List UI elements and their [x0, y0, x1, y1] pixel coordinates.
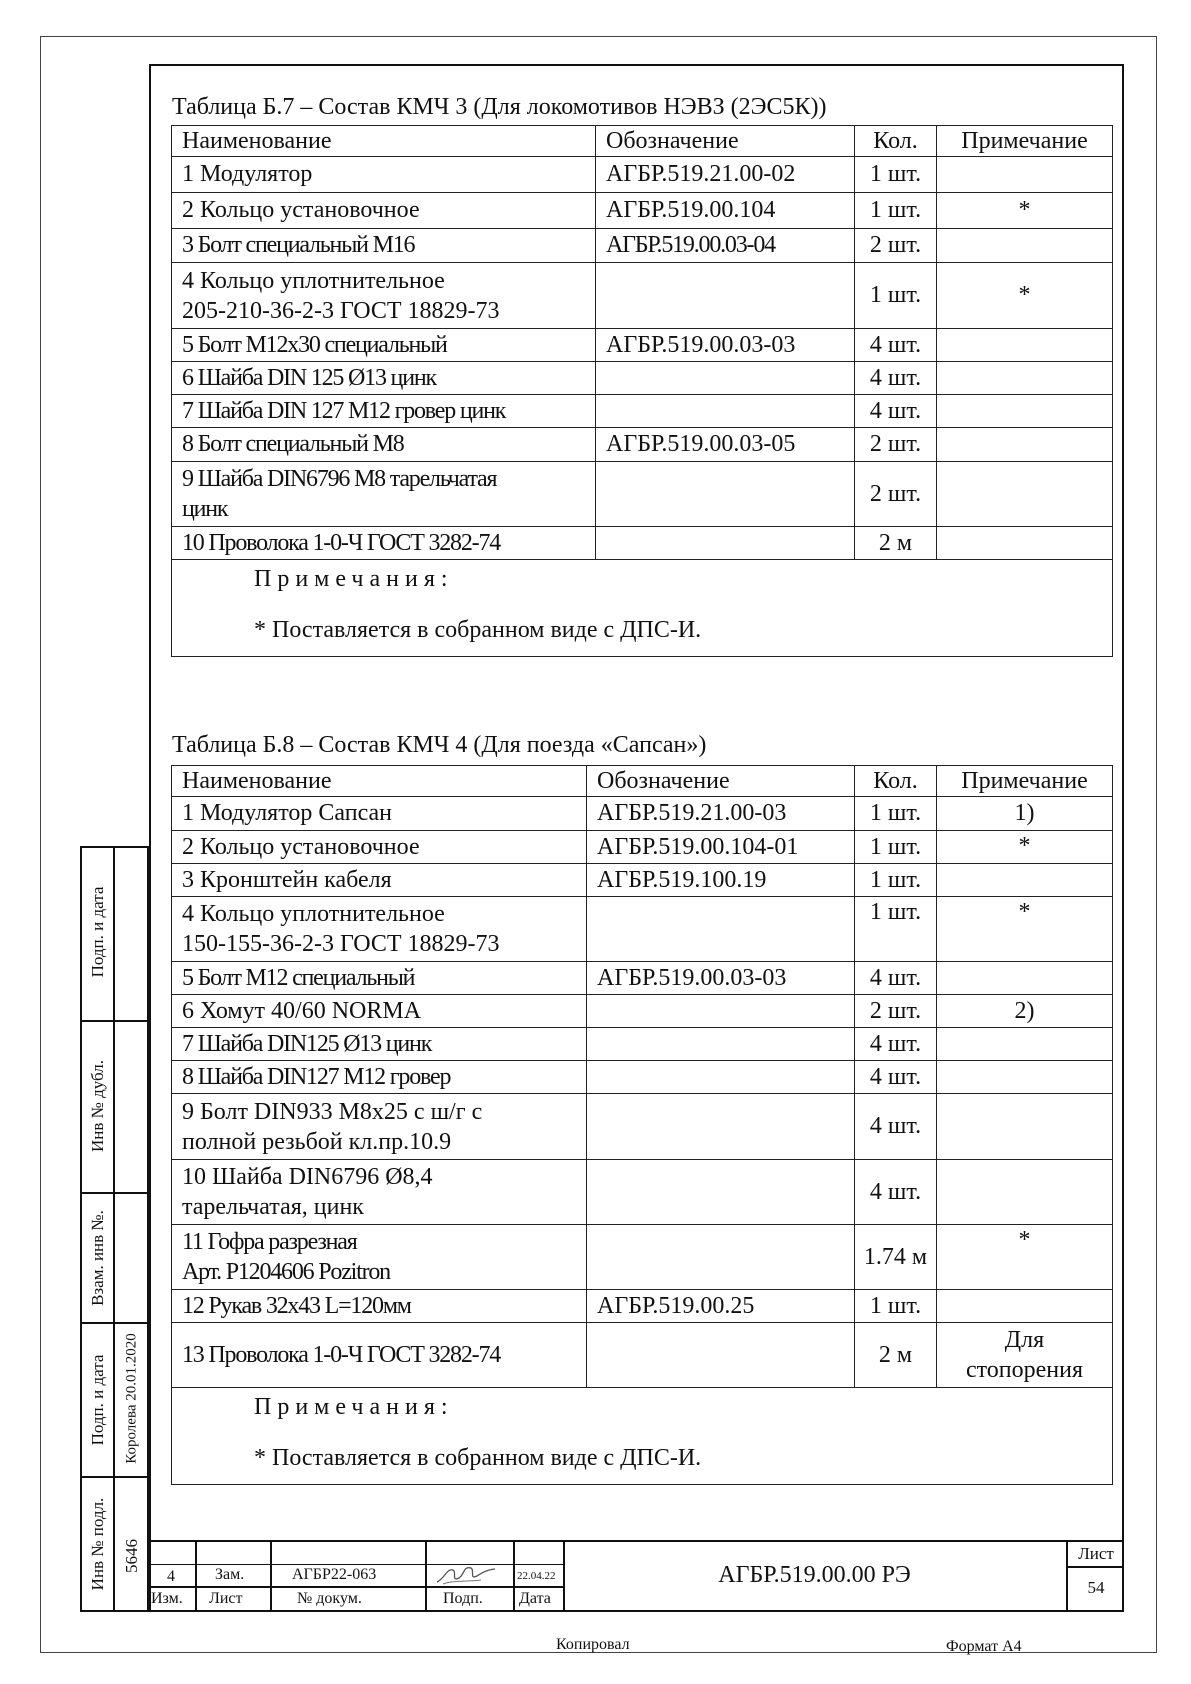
table-row	[172, 329, 1113, 362]
table-row	[172, 1323, 1113, 1388]
item-name	[172, 1225, 587, 1290]
header-name: Наименование	[172, 126, 596, 157]
item-note	[937, 1323, 1113, 1388]
tb-date-label: Дата	[519, 1590, 551, 1607]
item-note-line2: стопорения	[965, 1357, 1084, 1383]
item-note: 1)	[937, 797, 1113, 831]
table-row	[172, 1061, 1113, 1094]
item-name-line2: 150-155-36-2-3 ГОСТ 18829-73	[182, 931, 500, 957]
tb-izm-value: 4	[167, 1568, 175, 1585]
item-qty: 1 шт.	[855, 831, 937, 864]
item-qty: 1 шт.	[855, 157, 937, 193]
notes-text: * Поставляется в собранном виде с ДПС-И.	[254, 1445, 702, 1471]
item-note	[937, 395, 1113, 428]
item-name	[172, 263, 596, 329]
item-code	[587, 995, 855, 1028]
item-note	[937, 1061, 1113, 1094]
tb-izm-label: Изм.	[151, 1590, 183, 1607]
table7-caption: Таблица Б.7 – Состав КМЧ 3 (Для локомотивов НЭВЗ (2ЭС5К))	[172, 94, 827, 120]
item-name-line1: 10 Шайба DIN6796 Ø8,4	[182, 1164, 433, 1190]
item-code	[596, 527, 855, 560]
item-code: АГБР.519.00.03-03	[596, 329, 855, 362]
notes-title: Примечания:	[254, 1394, 454, 1420]
title-block	[149, 1540, 1124, 1612]
item-code: АГБР.519.21.00-02	[596, 157, 855, 193]
item-name: 1 Модулятор Сапсан	[172, 797, 587, 831]
item-name: 7 Шайба DIN125 Ø13 цинк	[172, 1028, 587, 1061]
item-name: 3 Кронштейн кабеля	[172, 864, 587, 897]
table-row	[172, 263, 1113, 329]
tb-divider	[425, 1540, 427, 1612]
item-name: 13 Проволока 1-0-Ч ГОСТ 3282-74	[172, 1323, 587, 1388]
table-row	[172, 897, 1113, 962]
item-name: 12 Рукав 32х43 L=120мм	[172, 1290, 587, 1323]
item-code: АГБР.519.00.104	[596, 193, 855, 229]
item-qty: 4 шт.	[855, 962, 937, 995]
item-code	[596, 362, 855, 395]
item-note: *	[937, 193, 1113, 229]
item-name-line2: цинк	[182, 496, 228, 522]
footer-format: Формат А4	[946, 1638, 1022, 1655]
table7-notes-row	[172, 560, 1113, 657]
item-qty: 1 шт.	[855, 797, 937, 831]
table8-caption: Таблица Б.8 – Состав КМЧ 4 (Для поезда «Сапсан»)	[172, 732, 707, 758]
item-qty: 4 шт.	[855, 1061, 937, 1094]
tb-divider	[270, 1540, 272, 1612]
item-qty: 1 шт.	[855, 263, 937, 329]
table-row	[172, 1290, 1113, 1323]
item-note	[937, 157, 1113, 193]
tb-mid-line	[149, 1586, 563, 1588]
item-code	[587, 1160, 855, 1225]
item-name: 2 Кольцо установочное	[172, 193, 596, 229]
item-note	[937, 1028, 1113, 1061]
header-name: Наименование	[172, 766, 587, 797]
header-code: Обозначение	[587, 766, 855, 797]
tb-podp-label: Подп.	[443, 1590, 483, 1607]
table7-notes	[172, 560, 1113, 657]
item-note: *	[937, 1225, 1113, 1290]
item-note	[937, 362, 1113, 395]
table8	[171, 765, 1113, 1485]
item-name: 7 Шайба DIN 127 М12 гровер цинк	[172, 395, 596, 428]
item-name-line1: 4 Кольцо уплотнительное	[182, 267, 445, 294]
table-row	[172, 864, 1113, 897]
item-name-line2: 205-210-36-2-3 ГОСТ 18829-73	[182, 297, 500, 324]
item-note	[937, 428, 1113, 462]
item-qty: 4 шт.	[855, 1094, 937, 1160]
table-row	[172, 1160, 1113, 1225]
item-qty: 2 шт.	[855, 995, 937, 1028]
signature-image	[433, 1560, 499, 1588]
table-row	[172, 428, 1113, 462]
tb-date-value: 22.04.22	[517, 1570, 556, 1582]
header-qty: Кол.	[855, 126, 937, 157]
table7-header-row	[172, 126, 1113, 157]
item-name: 1 Модулятор	[172, 157, 596, 193]
item-name	[172, 1160, 587, 1225]
table-row	[172, 831, 1113, 864]
item-note	[937, 329, 1113, 362]
item-qty: 1 шт.	[855, 864, 937, 897]
tb-doc-value: АГБР22-063	[292, 1566, 377, 1583]
side-label-inv-dubl: Инв № дубл.	[88, 1060, 107, 1153]
table-row	[172, 193, 1113, 229]
table-row	[172, 462, 1113, 527]
item-note	[937, 1290, 1113, 1323]
side-separator	[80, 1020, 149, 1022]
item-code	[587, 1061, 855, 1094]
item-code: АГБР.519.00.03-03	[587, 962, 855, 995]
item-name-line1: 4 Кольцо уплотнительное	[182, 901, 445, 927]
item-name: 2 Кольцо установочное	[172, 831, 587, 864]
item-note	[937, 1094, 1113, 1160]
item-qty: 4 шт.	[855, 329, 937, 362]
item-note	[937, 962, 1113, 995]
item-name-line2: полной резьбой кл.пр.10.9	[182, 1128, 452, 1155]
item-code	[596, 395, 855, 428]
table-row	[172, 995, 1113, 1028]
tb-sheet-number: 54	[1087, 1578, 1105, 1597]
item-name-line2: тарельчатая, цинк	[182, 1194, 364, 1220]
item-qty: 4 шт.	[855, 395, 937, 428]
tb-list-value: Зам.	[215, 1566, 245, 1583]
item-qty: 1 шт.	[855, 897, 937, 962]
side-label-podp-data-2: Подп. и дата	[88, 1354, 107, 1446]
item-name: 6 Шайба DIN 125 Ø13 цинк	[172, 362, 596, 395]
item-note	[937, 527, 1113, 560]
item-name: 6 Хомут 40/60 NORMA	[172, 995, 587, 1028]
item-code	[587, 1028, 855, 1061]
side-label-podp-data: Подп. и дата	[88, 886, 107, 978]
item-name: 8 Болт специальный М8	[172, 428, 596, 462]
item-name: 3 Болт специальный М16	[172, 229, 596, 263]
header-qty: Кол.	[855, 766, 937, 797]
item-qty: 2 м	[855, 527, 937, 560]
table-row	[172, 157, 1113, 193]
item-code	[596, 462, 855, 527]
table-row	[172, 962, 1113, 995]
table8-header-row	[172, 766, 1113, 797]
item-name-line1: 11 Гофра разрезная	[182, 1229, 357, 1255]
item-code	[596, 263, 855, 329]
item-name: 8 Шайба DIN127 М12 гровер	[172, 1061, 587, 1094]
tb-sheet-label: Лист	[1078, 1544, 1114, 1563]
item-note	[937, 1160, 1113, 1225]
item-note: 2)	[937, 995, 1113, 1028]
item-name: 5 Болт М12 специальный	[172, 962, 587, 995]
item-code	[587, 1094, 855, 1160]
item-note	[937, 462, 1113, 527]
notes-text: * Поставляется в собранном виде с ДПС-И.	[254, 617, 702, 643]
header-note: Примечание	[937, 126, 1113, 157]
side-signer: Королева 20.01.2020	[123, 1333, 140, 1464]
table8-notes	[172, 1388, 1113, 1485]
table-row	[172, 229, 1113, 263]
header-code: Обозначение	[596, 126, 855, 157]
tb-sheet-line	[1066, 1566, 1124, 1568]
footer-copied: Копировал	[556, 1636, 630, 1653]
side-label-vzam-inv: Взам. инв №.	[88, 1210, 107, 1306]
tb-divider	[513, 1540, 515, 1612]
item-name	[172, 1094, 587, 1160]
item-name-line1: 9 Болт DIN933 М8х25 с ш/г с	[182, 1098, 483, 1125]
side-label-inv-podl: Инв № подл.	[88, 1497, 107, 1591]
item-qty: 4 шт.	[855, 1160, 937, 1225]
item-qty: 2 м	[855, 1323, 937, 1388]
item-code	[587, 1323, 855, 1388]
item-name-line1: 9 Шайба DIN6796 М8 тарельчатая	[182, 466, 497, 492]
tb-divider	[195, 1540, 197, 1612]
table-row	[172, 1225, 1113, 1290]
document-designation: АГБР.519.00.00 РЭ	[718, 1562, 911, 1588]
table8-notes-row	[172, 1388, 1113, 1485]
side-stamp	[80, 846, 149, 1612]
tb-list-label: Лист	[209, 1590, 243, 1607]
item-code: АГБР.519.00.104-01	[587, 831, 855, 864]
item-note	[937, 229, 1113, 263]
item-note: *	[937, 897, 1113, 962]
item-name	[172, 462, 596, 527]
item-code: АГБР.519.00.03-05	[596, 428, 855, 462]
tb-doc-label: № докум.	[297, 1590, 362, 1607]
tb-thin-line	[149, 1564, 563, 1565]
item-name: 10 Проволока 1-0-Ч ГОСТ 3282-74	[172, 527, 596, 560]
item-name: 5 Болт М12х30 специальный	[172, 329, 596, 362]
table-row	[172, 1028, 1113, 1061]
tb-top-line	[149, 1540, 1124, 1542]
item-qty: 1 шт.	[855, 1290, 937, 1323]
item-code: АГБР.519.00.03-04	[596, 229, 855, 263]
side-inv-number: 5646	[122, 1539, 141, 1573]
table-row	[172, 362, 1113, 395]
table-row	[172, 1094, 1113, 1160]
item-note: *	[937, 831, 1113, 864]
item-note-line1: Для	[1004, 1327, 1045, 1353]
header-note: Примечание	[937, 766, 1113, 797]
item-qty: 2 шт.	[855, 462, 937, 527]
table-row	[172, 797, 1113, 831]
item-note	[937, 864, 1113, 897]
item-name	[172, 897, 587, 962]
item-code	[587, 1225, 855, 1290]
item-qty: 2 шт.	[855, 229, 937, 263]
item-code: АГБР.519.100.19	[587, 864, 855, 897]
table-row	[172, 527, 1113, 560]
item-qty: 1.74 м	[855, 1225, 937, 1290]
item-name-line2: Арт. P1204606 Pozitron	[182, 1259, 390, 1285]
notes-title: Примечания:	[254, 566, 454, 592]
item-note: *	[937, 263, 1113, 329]
table-row	[172, 395, 1113, 428]
item-qty: 4 шт.	[855, 362, 937, 395]
item-qty: 4 шт.	[855, 1028, 937, 1061]
item-code	[587, 897, 855, 962]
item-qty: 2 шт.	[855, 428, 937, 462]
item-code: АГБР.519.21.00-03	[587, 797, 855, 831]
table7	[171, 125, 1113, 657]
item-code: АГБР.519.00.25	[587, 1290, 855, 1323]
item-qty: 1 шт.	[855, 193, 937, 229]
